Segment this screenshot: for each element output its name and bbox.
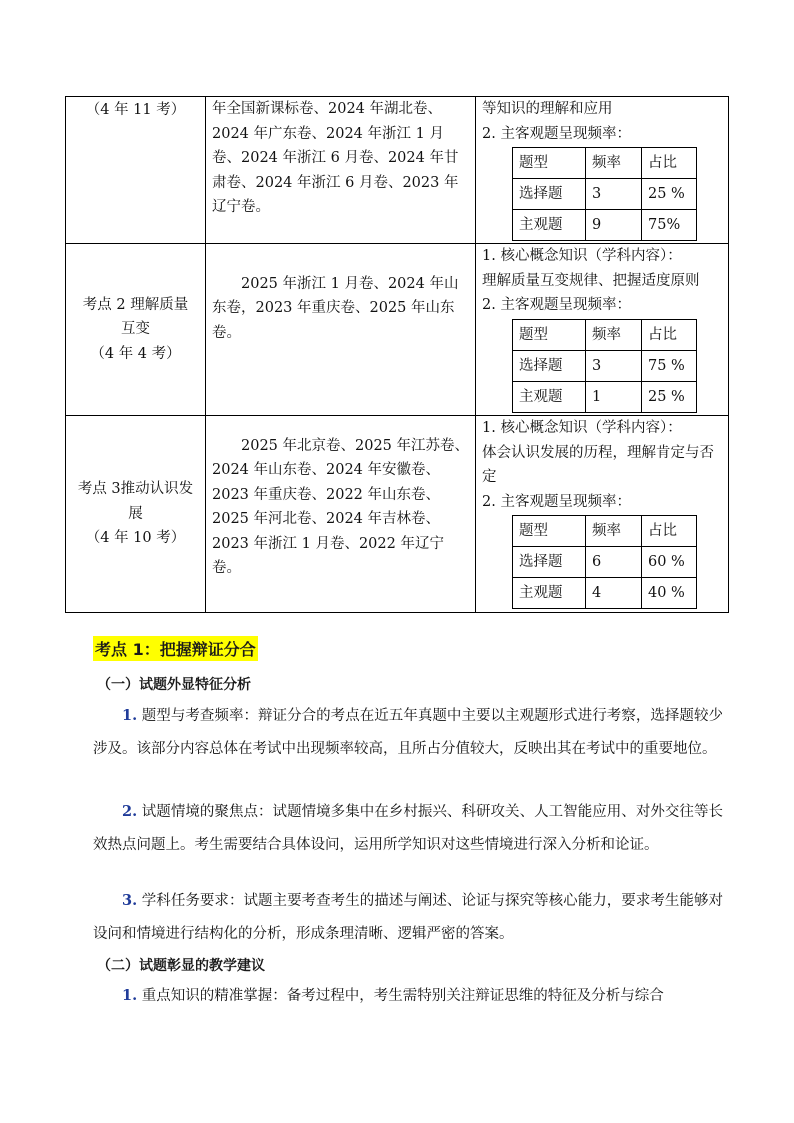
exam-point-cell — [66, 244, 206, 416]
exam-range-text: 2025 年浙江 1 月卷、2024 年山东卷，2023 年重庆卷、2025 年山东卷。 — [212, 275, 459, 341]
table-row — [513, 578, 697, 609]
table-row — [513, 350, 697, 381]
paragraph-text: 题型与考查频率：辩证分合的考点在近五年真题中主要以主观题形式进行考察，选择题较少涉及。该部分内容总体在考试中出现频率较高，且所占分值较大，反映出其在考试中的重要地位。 — [93, 708, 723, 757]
table-cell: 60 % — [642, 547, 697, 578]
knowledge-cell — [476, 244, 729, 416]
freq-title: 2. 主客观题呈现频率： — [482, 125, 631, 142]
table-cell: 25 % — [642, 179, 697, 210]
paragraph — [93, 796, 723, 861]
table-row — [513, 381, 697, 412]
table-cell: 25 % — [642, 381, 697, 412]
table-cell: 占比 — [642, 319, 697, 350]
paragraph — [93, 700, 723, 765]
exam-range-text: 年全国新课标卷、2024 年湖北卷、2024 年广东卷、2024 年浙江 1 月卷、2024 年浙江 6 月卷、2024 年甘肃卷、2024 年浙江 6 月卷、2023 年辽宁卷。 — [212, 101, 459, 215]
knowledge-text: 体会认识发展的历程，理解肯定与否定 — [482, 444, 714, 485]
paragraph-number: 1. — [122, 707, 138, 724]
table-cell: 75% — [642, 210, 697, 241]
exam-range-text: 2025 年北京卷、2025 年江苏卷、2024 年山东卷、2024 年安徽卷、2023 年重庆卷、2022 年山东卷、2025 年河北卷、2024 年吉林卷、2023 年浙江 1 月卷、2022 年辽宁卷。 — [212, 437, 470, 576]
table-cell: 3 — [586, 179, 642, 210]
freq-title: 2. 主客观题呈现频率： — [482, 297, 631, 313]
frequency-table — [512, 515, 697, 609]
table-cell: 3 — [586, 350, 642, 381]
table-row — [66, 244, 729, 416]
table-cell: 题型 — [513, 516, 586, 547]
table-cell: 题型 — [513, 319, 586, 350]
knowledge-title: 1. 核心概念知识（学科内容）： — [482, 248, 682, 264]
paragraph — [93, 885, 723, 950]
exam-range-cell — [206, 416, 476, 613]
table-cell: 选择题 — [513, 179, 586, 210]
table-cell: 频率 — [586, 516, 642, 547]
table-cell: 6 — [586, 547, 642, 578]
section-heading: 考点 1：把握辩证分合 — [93, 636, 258, 661]
table-row — [513, 148, 697, 179]
exam-point-title-line: 考点 2 理解质量 — [82, 296, 189, 313]
knowledge-text: 等知识的理解和应用 — [482, 101, 613, 117]
frequency-table — [512, 319, 697, 413]
exam-count: （4 年 11 考） — [85, 102, 186, 118]
table-cell: 40 % — [642, 578, 697, 609]
exam-range-cell — [206, 244, 476, 416]
exam-point-title-line: 展 — [128, 505, 143, 522]
paragraph-text: 试题情境的聚焦点：试题情境多集中在乡村振兴、科研攻关、人工智能应用、对外交往等长效热点问题上。考生需要结合具体设问，运用所学知识对这些情境进行深入分析和论证。 — [93, 804, 723, 853]
table-cell: 选择题 — [513, 350, 586, 381]
table-row — [513, 210, 697, 241]
table-row — [66, 416, 729, 613]
paragraph-text: 学科任务要求：试题主要考查考生的描述与阐述、论证与探究等核心能力，要求考生能够对设问和情境进行结构化的分析，形成条理清晰、逻辑严密的答案。 — [93, 893, 723, 942]
knowledge-title: 1. 核心概念知识（学科内容）： — [482, 420, 682, 436]
table-cell: 题型 — [513, 148, 586, 179]
paragraph-text: 重点知识的精准掌握：备考过程中，考生需特别关注辩证思维的特征及分析与综合 — [141, 988, 664, 1004]
table-cell: 主观题 — [513, 210, 586, 241]
table-cell: 75 % — [642, 350, 697, 381]
paragraph-number: 3. — [122, 892, 138, 909]
table-cell: 9 — [586, 210, 642, 241]
exam-range-cell — [206, 97, 476, 244]
table-cell: 主观题 — [513, 381, 586, 412]
table-cell: 选择题 — [513, 547, 586, 578]
subheading-teaching-suggestions: （二）试题彰显的教学建议 — [97, 958, 265, 974]
exam-point-title-line: 互变 — [121, 321, 150, 338]
table-cell: 4 — [586, 578, 642, 609]
table-cell: 占比 — [642, 516, 697, 547]
knowledge-cell — [476, 97, 729, 244]
table-cell: 频率 — [586, 148, 642, 179]
table-cell: 主观题 — [513, 578, 586, 609]
exam-point-cell — [66, 416, 206, 613]
exam-count: （4 年 10 考） — [85, 530, 186, 547]
table-row — [513, 319, 697, 350]
paragraph — [93, 980, 723, 1013]
frequency-table — [512, 147, 697, 241]
paragraph-number: 1. — [122, 987, 138, 1004]
freq-title: 2. 主客观题呈现频率： — [482, 493, 631, 510]
subheading-external-features: （一）试题外显特征分析 — [97, 677, 251, 693]
table-cell: 频率 — [586, 319, 642, 350]
paragraph-number: 2. — [122, 803, 138, 820]
exam-count: （4 年 4 考） — [90, 345, 181, 362]
table-row — [513, 516, 697, 547]
table-row — [513, 179, 697, 210]
table-cell: 占比 — [642, 148, 697, 179]
table-row — [513, 547, 697, 578]
exam-point-title-line: 考点 3推动认识发 — [77, 481, 194, 498]
knowledge-text: 理解质量互变规律、把握适度原则 — [482, 272, 700, 289]
exam-point-cell — [66, 97, 206, 244]
knowledge-cell — [476, 416, 729, 613]
table-cell: 1 — [586, 381, 642, 412]
exam-point-table — [65, 96, 729, 613]
table-row — [66, 97, 729, 244]
